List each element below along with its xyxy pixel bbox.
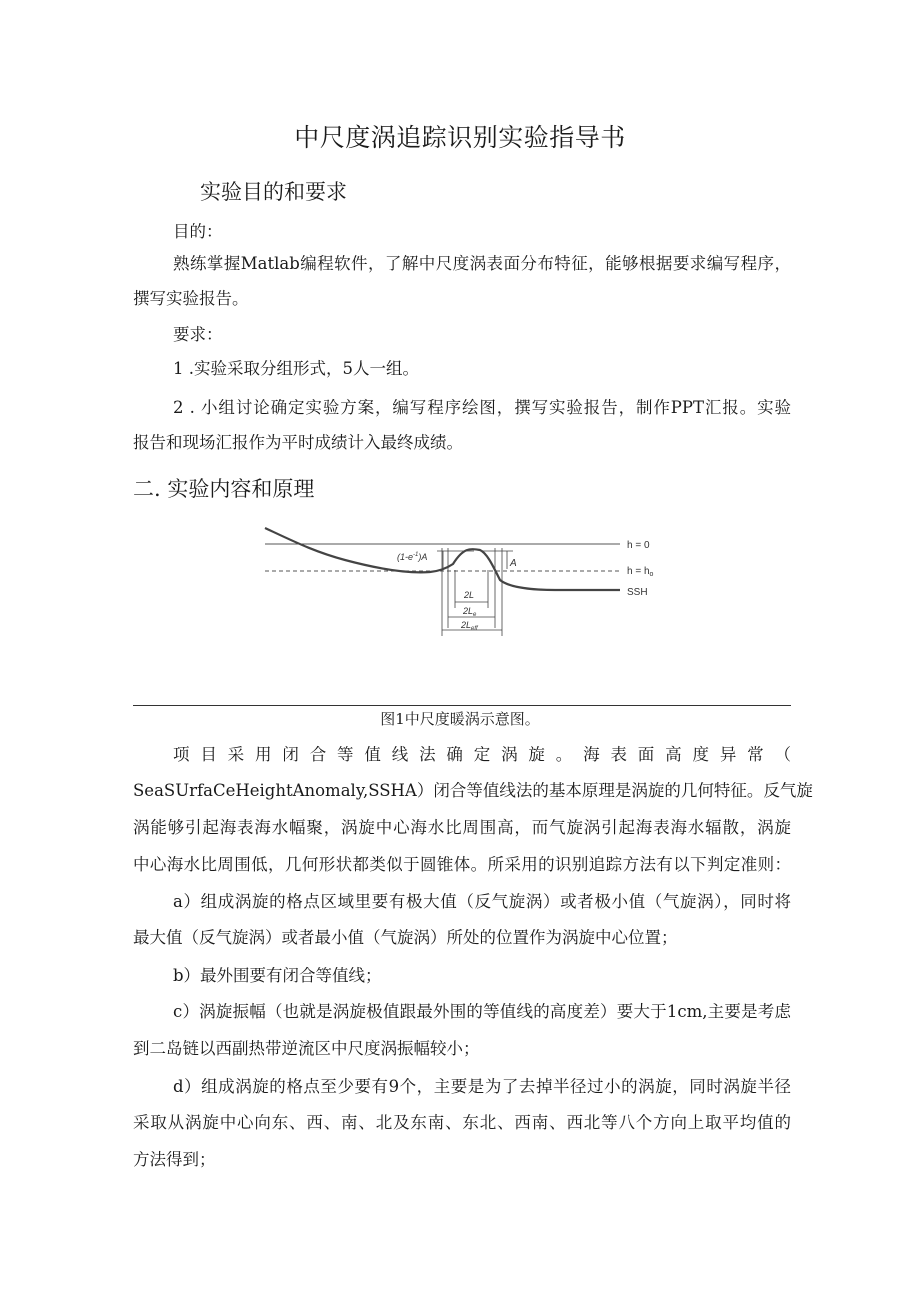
- criterion-c: c）涡旋振幅（也就是涡旋极值跟最外围的等值线的高度差）要大于1cm,主要是考虑: [173, 1002, 791, 1021]
- requirement-item-2: 2 . 小组讨论确定实验方案，编写程序绘图，撰写实验报告，制作PPT汇报。实验: [173, 398, 791, 417]
- label-2Leff: $2L_{eff}$: [461, 620, 478, 632]
- page-title: 中尺度涡追踪识别实验指导书: [294, 123, 626, 152]
- criterion-d-cont: 采取从涡旋中心向东、西、南、北及东南、东北、西南、西北等八个方向上取平均值的: [133, 1113, 791, 1132]
- requirement-item-2-cont: 报告和现场汇报作为平时成绩计入最终成绩。: [133, 433, 463, 452]
- section-heading-objectives: 实验目的和要求: [200, 180, 347, 204]
- requirement-item-1: 1 .实验采取分组形式，5人一组。: [173, 359, 419, 378]
- purpose-label: 目的：: [173, 222, 223, 241]
- label-ssh: SSH: [627, 587, 648, 598]
- eddy-schematic-figure: [255, 518, 675, 643]
- section-heading-content: 二. 实验内容和原理: [133, 477, 315, 501]
- criterion-a-cont: 最大值（反气旋涡）或者最小值（气旋涡）所处的位置作为涡旋中心位置；: [133, 928, 678, 947]
- label-amplitude: A: [510, 558, 517, 569]
- criterion-c-cont: 到二岛链以西副热带逆流区中尺度涡振幅较小；: [133, 1039, 480, 1058]
- paragraph-line: 项 目 采 用 闭 合 等 值 线 法 确 定 涡 旋 。 海 表 面 高 度 异 常 （: [173, 745, 791, 764]
- figure-caption: 图1中尺度暖涡示意图。: [380, 710, 540, 728]
- figure-divider: [133, 705, 791, 706]
- paragraph-line: 涡能够引起海表海水幅聚，涡旋中心海水比周围高，而气旋涡引起海表海水辐散，涡旋: [133, 818, 791, 837]
- criterion-d-cont: 方法得到；: [133, 1150, 216, 1169]
- paragraph-line: SeaSUrfaCeHeightAnomaly,SSHA）闭合等值线法的基本原理是涡旋的几何特征。反气旋: [133, 781, 813, 800]
- purpose-text-line: 撰写实验报告。: [133, 289, 249, 308]
- ssh-curve: [265, 528, 620, 590]
- label-1-e-A: $(1-e^{-1})A$: [397, 552, 428, 562]
- paragraph-line: 中心海水比周围低，几何形状都类似于圆锥体。所采用的识别追踪方法有以下判定准则：: [133, 855, 791, 874]
- label-2L: 2L: [464, 590, 475, 600]
- criterion-b: b）最外围要有闭合等值线；: [173, 966, 382, 985]
- label-hc: $h = h_o$: [627, 566, 654, 578]
- criterion-a: a）组成涡旋的格点区域里要有极大值（反气旋涡）或者极小值（气旋涡），同时将: [173, 892, 791, 911]
- purpose-text-line: 熟练掌握Matlab编程软件，了解中尺度涡表面分布特征，能够根据要求编写程序，: [173, 254, 791, 273]
- label-2Le: $2L_e$: [463, 606, 477, 618]
- criterion-d: d）组成涡旋的格点至少要有9个，主要是为了去掉半径过小的涡旋，同时涡旋半径: [173, 1077, 791, 1096]
- label-h0: h = 0: [627, 540, 650, 551]
- requirements-label: 要求：: [173, 325, 223, 344]
